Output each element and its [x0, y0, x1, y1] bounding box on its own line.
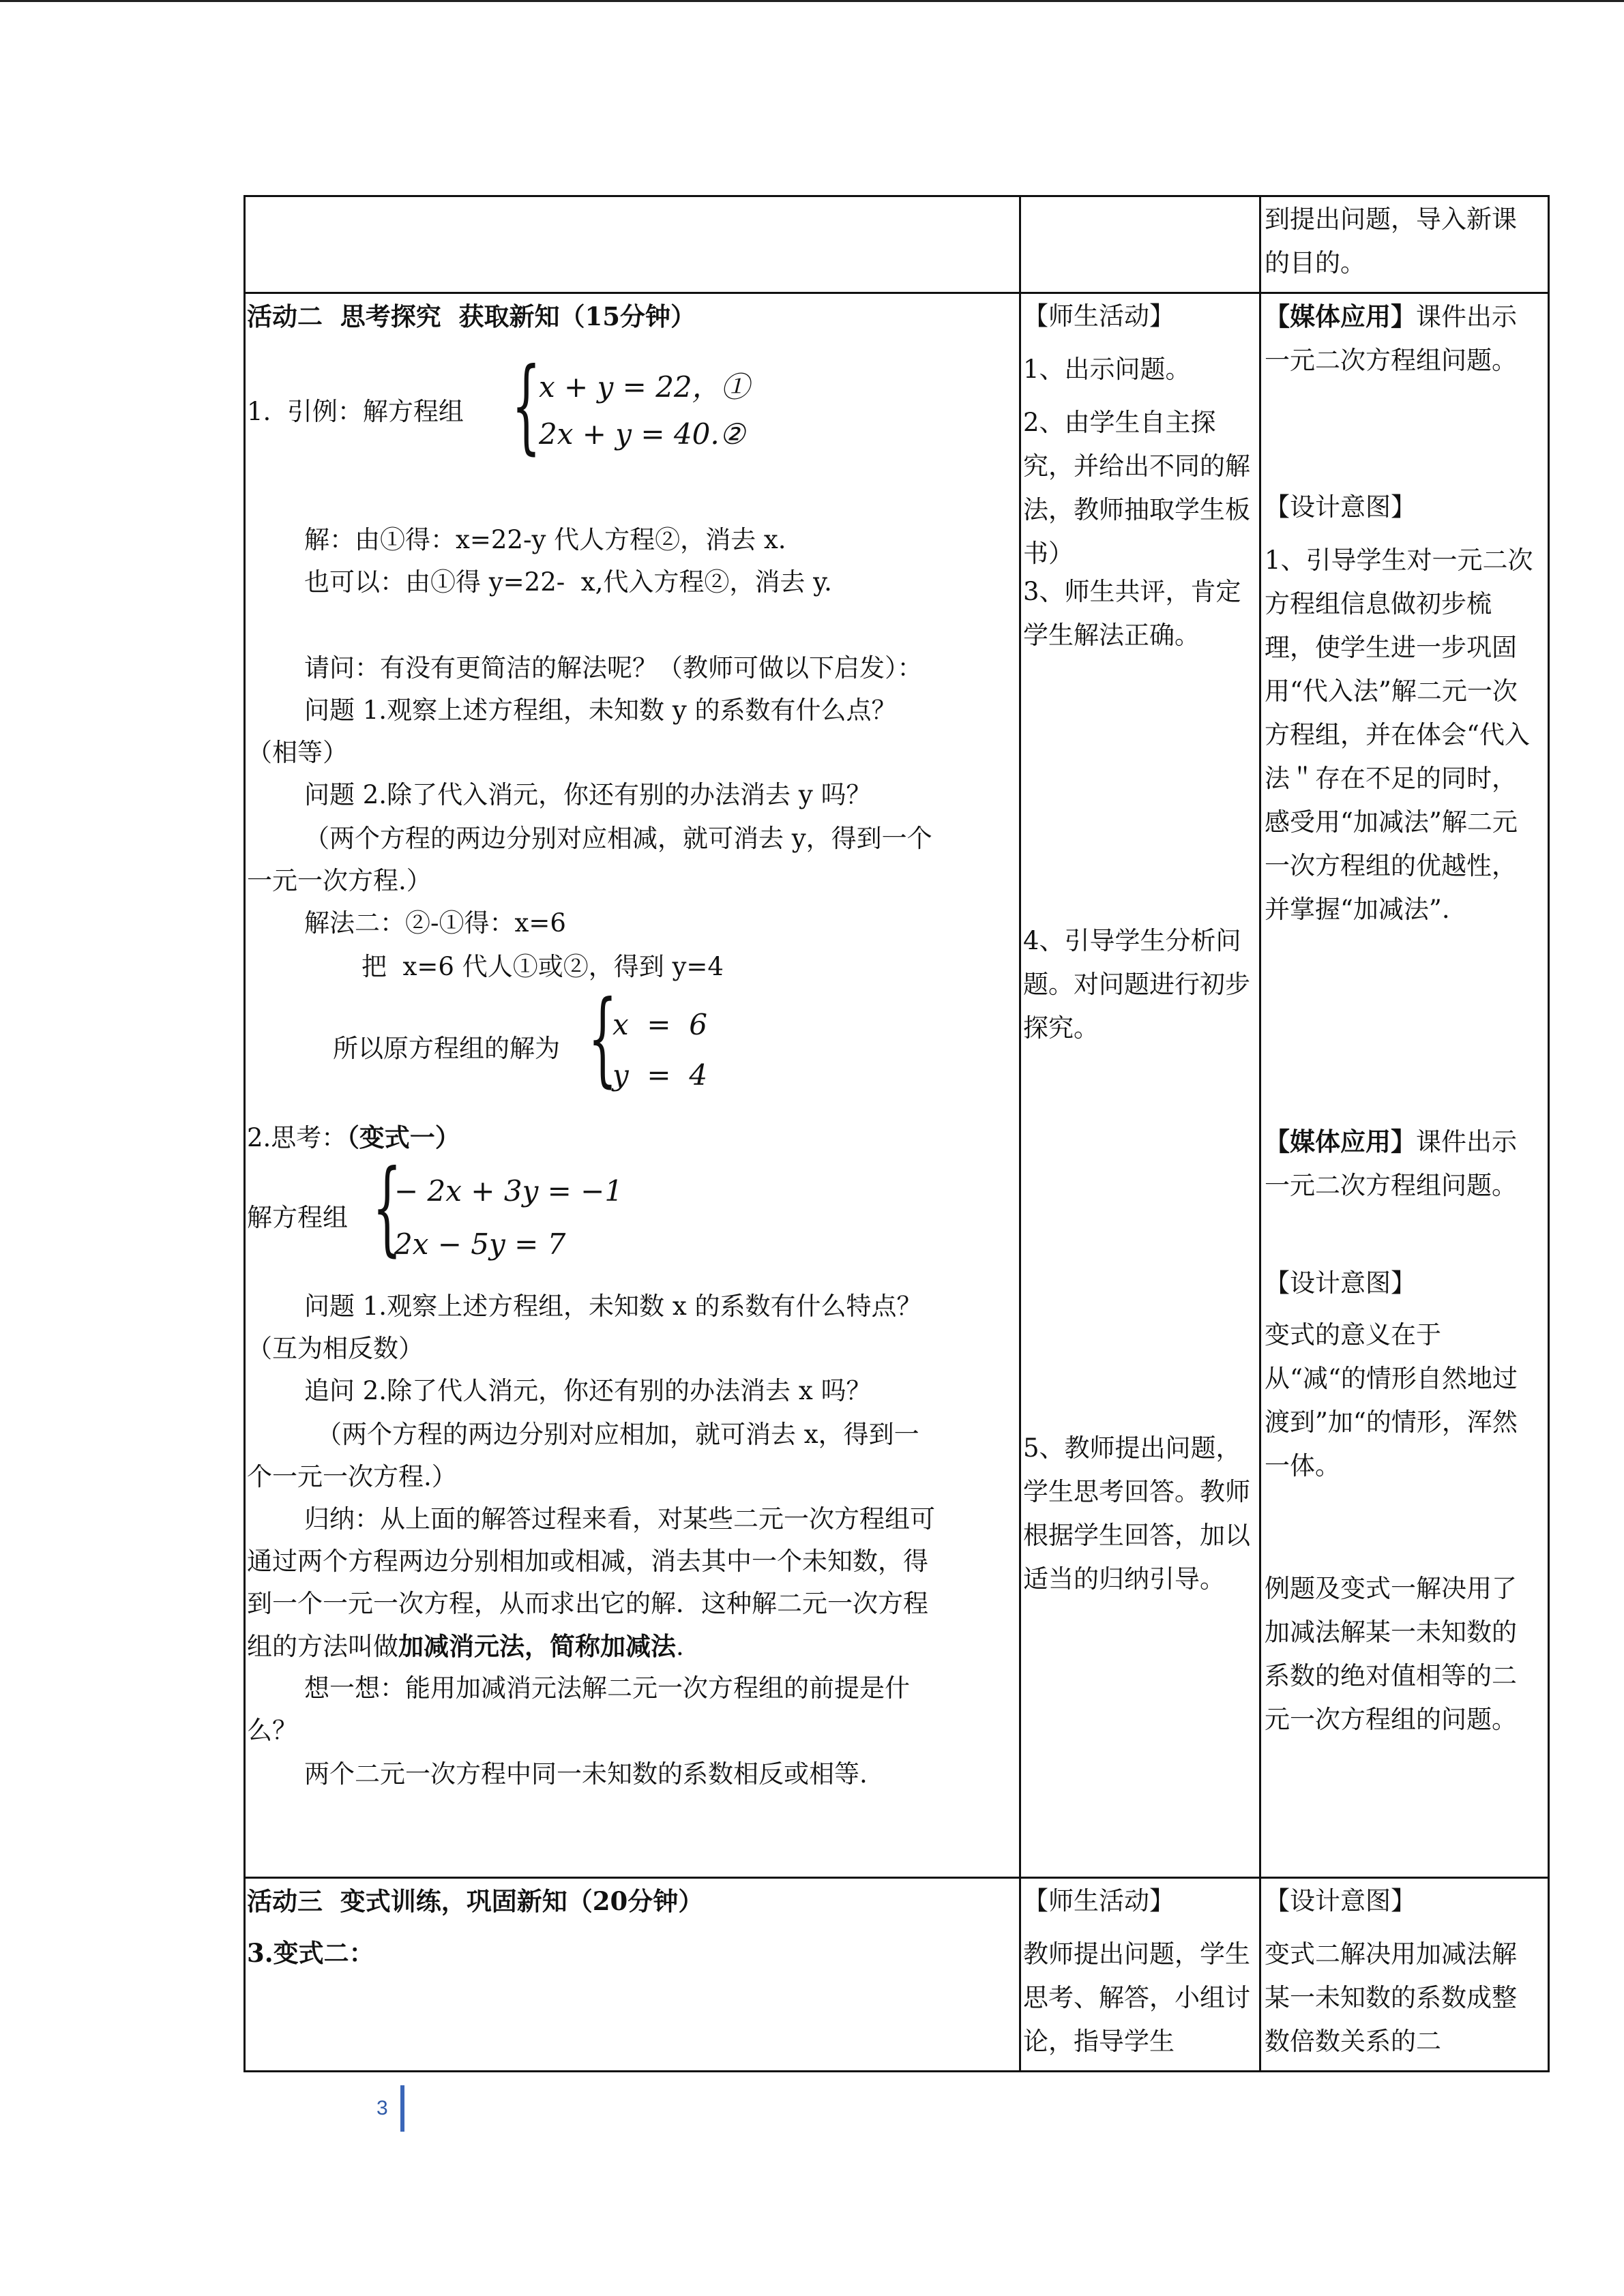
activity2-media-note-2 — [1265, 1120, 1537, 1208]
media-label: 【媒体应用】 — [1265, 301, 1416, 331]
question2: 问题 2.除了代入消元，你还有别的办法消去 y 吗？ — [304, 780, 872, 809]
page-number: 3 — [377, 2097, 388, 2119]
equation1-line1: x + y = 22，① — [539, 370, 750, 404]
page-number-bar — [400, 2085, 404, 2132]
question1-answer: （相等） — [247, 738, 348, 767]
question4-answer-line1: （两个方程的两边分别对应相加，就可消去 x，得到一 — [316, 1420, 919, 1449]
activity3-col3-text: 变式二解决用加减法解某一未知数的系数成整数倍数关系的二 — [1265, 1939, 1517, 2056]
result-brace: { — [588, 979, 617, 1098]
activity3-col2-text: 教师提出问题，学生思考、解答，小组讨论，指导学生 — [1023, 1939, 1250, 2056]
question4-answer-line2: 个一元一次方程.） — [247, 1462, 457, 1491]
method2-line1: 解法二：②-①得：x=6 — [304, 908, 566, 938]
table-column-divider-1 — [1019, 195, 1021, 2072]
summary-line4 — [247, 1630, 684, 1663]
item2-variant-label: （变式一） — [346, 1122, 460, 1152]
activity2-col2-step4: 4、引导学生分析问题。对问题进行初步探究。 — [1023, 926, 1250, 1043]
activity2-col2-title: 【师生活动】 — [1023, 301, 1175, 331]
table-column-divider-2 — [1259, 195, 1261, 2072]
activity2-col2-step1: 1、出示问题。 — [1023, 355, 1191, 384]
equation2-line1: − 2x + 3y = −1 — [394, 1174, 623, 1208]
table-row-divider-1 — [243, 292, 1550, 294]
solution-line1: 解：由①得：x=22-y 代人方程②，消去 x. — [304, 525, 786, 554]
activity2-heading: 活动二 思考探究 获取新知（15分钟） — [247, 301, 696, 331]
result-label: 所以原方程组的解为 — [333, 1034, 560, 1063]
think-line1: 想一想：能用加减消元法解二元一次方程组的前提是什 — [304, 1673, 910, 1703]
activity2-design-title-2: 【设计意图】 — [1265, 1268, 1416, 1298]
method-name-bold: 加减消元法，简称加减法 — [398, 1631, 676, 1661]
media-label-2: 【媒体应用】 — [1265, 1127, 1416, 1157]
think-line2: 么？ — [247, 1716, 297, 1745]
activity3-item3: 3.变式二： — [247, 1938, 374, 1968]
summary-line2: 通过两个方程两边分别相加或相减，消去其中一个未知数，得 — [247, 1547, 928, 1576]
activity3-col3-title: 【设计意图】 — [1265, 1886, 1416, 1915]
activity2-design-text: 1、引导学生对一元二次方程组信息做初步梳理，使学生进一步巩固用“代入法”解二元一次方程组，并在体会“代入法＂存在不足的同时，感受用“加减法”解二元一次方程组的优越性，并掌握“加减法”. — [1265, 546, 1533, 924]
page-top-border — [0, 0, 1624, 2]
activity2-col2-step2: 2、由学生自主探究，并给出不同的解法，教师抽取学生板书） — [1023, 408, 1250, 568]
activity3-col2-title: 【师生活动】 — [1023, 1886, 1175, 1915]
activity2-col2-step3: 3、师生共评，肯定学生解法正确。 — [1023, 577, 1241, 650]
summary-line4-text: 组的方法叫做 — [247, 1632, 398, 1661]
activity2-example-note: 例题及变式一解决用了加减法解某一未知数的系数的绝对值相等的二元一次方程组的问题。 — [1265, 1574, 1517, 1734]
equation-brace: { — [512, 346, 541, 465]
row0-col3-text: 到提出问题，导入新课的目的。 — [1265, 205, 1517, 278]
result-y: y = 4 — [612, 1058, 708, 1092]
equation2-brace: { — [372, 1148, 402, 1267]
media-text-2: 课件出示一元二次方程组问题。 — [1265, 1127, 1517, 1200]
question3: 问题 1.观察上述方程组，未知数 x 的系数有什么特点？ — [304, 1292, 922, 1321]
question2-answer-line2: 一元一次方程.） — [247, 866, 432, 895]
activity2-media-note — [1265, 295, 1537, 383]
summary-line1: 归纳：从上面的解答过程来看，对某些二元一次方程组可 — [304, 1504, 935, 1534]
equation2-line2: 2x − 5y = 7 — [394, 1227, 566, 1261]
item2-label-text: 2.思考： — [247, 1123, 347, 1152]
method2-line2: 把 x=6 代人①或②，得到 y=4 — [361, 952, 724, 981]
activity2-col2-step5: 5、教师提出问题，学生思考回答。教师根据学生回答，加以适当的归纳引导。 — [1023, 1433, 1250, 1594]
item2-label — [247, 1121, 460, 1154]
summary-line3: 到一个一元一次方程，从而求出它的解．这种解二元一次方程 — [247, 1589, 928, 1618]
summary-line4-end: . — [676, 1632, 684, 1661]
think-answer: 两个二元一次方程中同一未知数的系数相反或相等. — [304, 1759, 868, 1789]
equation1-line2: 2x + y = 40.② — [539, 417, 745, 451]
question2-answer-line1: （两个方程的两边分别对应相减，就可消去 y，得到一个 — [304, 824, 932, 853]
activity2-design-text-2: 变式的意义在于从“减“的情形自然地过渡到”加“的情形，浑然一体。 — [1265, 1320, 1518, 1480]
item1-label: 1. 引例：解方程组 — [247, 397, 464, 426]
question-prompt: 请问：有没有更简洁的解法呢？（教师可做以下启发）： — [304, 653, 923, 683]
question3-answer: （互为相反数） — [247, 1334, 424, 1363]
question1: 问题 1.观察上述方程组，未知数 y 的系数有什么点？ — [304, 696, 897, 725]
activity2-design-title: 【设计意图】 — [1265, 492, 1416, 522]
question4: 追问 2.除了代人消元，你还有别的办法消去 x 吗？ — [304, 1376, 872, 1405]
solution-line2: 也可以：由①得 y=22- x,代入方程②，消去 y. — [304, 567, 832, 597]
table-row-divider-2 — [243, 1877, 1550, 1879]
media-text: 课件出示一元二次方程组问题。 — [1265, 302, 1517, 375]
solve-system-label: 解方程组 — [247, 1203, 348, 1232]
result-x: x = 6 — [612, 1008, 708, 1041]
activity3-heading: 活动三 变式训练，巩固新知（20分钟） — [247, 1886, 704, 1916]
